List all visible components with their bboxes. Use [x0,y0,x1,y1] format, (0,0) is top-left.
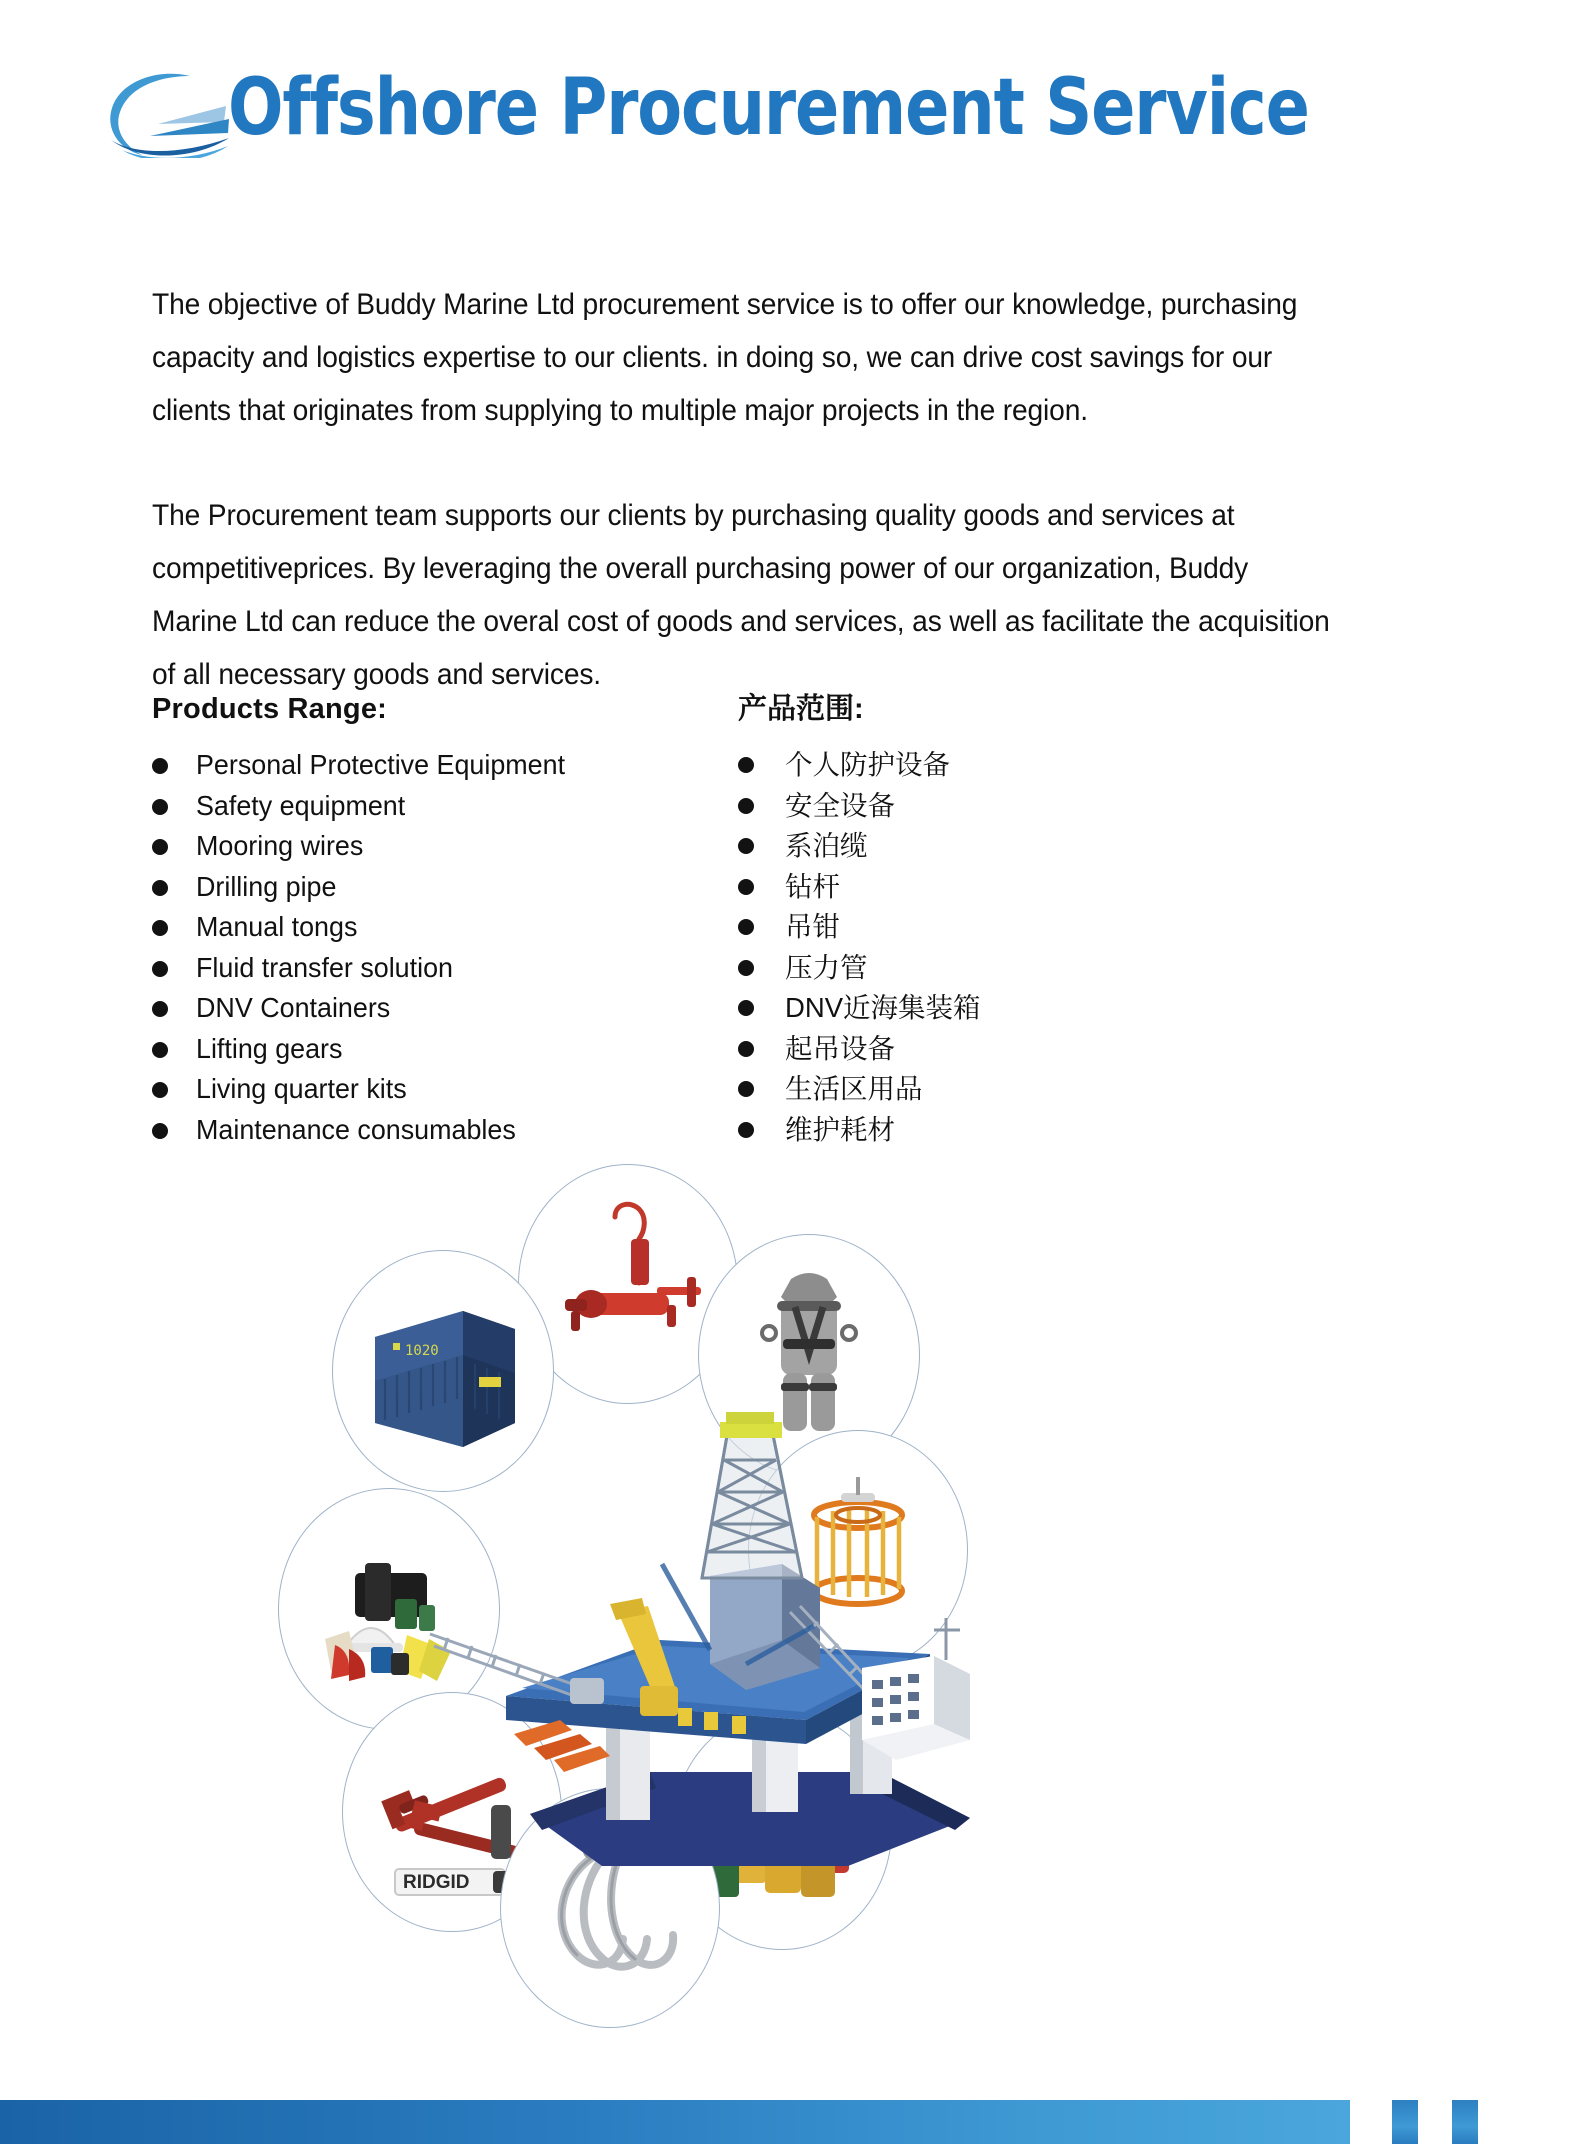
page-footer [0,2064,1588,2154]
product-item-en-label: Personal Protective Equipment [196,749,566,780]
product-item-en-label: Drilling pipe [196,870,337,902]
wave-boat-logo-icon [98,62,230,158]
product-item-en-label: Fluid transfer solution [196,951,453,983]
list-item [152,988,580,1029]
products-list-zh [738,745,981,1150]
bullet-icon [152,920,168,936]
products-range-english-column [152,692,580,1150]
list-item [152,948,580,989]
product-item-zh-label: DNV近海集装箱 [785,992,981,1023]
list-item [152,1110,580,1151]
products-list-en [152,745,580,1150]
product-item-en-label: Mooring wires [196,830,364,861]
bullet-icon [738,879,754,895]
bullet-icon [738,919,754,935]
bullet-icon [152,880,168,896]
bullet-icon [738,1041,754,1057]
footer-accent-block-2 [1452,2100,1478,2144]
list-item [738,745,981,786]
bullet-icon [152,961,168,977]
product-item-zh-label: 钻杆 [785,870,840,902]
list-item [738,988,981,1029]
product-item-zh-label: 系泊缆 [785,830,868,861]
list-item [738,826,981,867]
list-item [152,786,580,827]
paragraph-objective: The objective of Buddy Marine Ltd procurement service is to offer our knowledge, purchasing capacity and logistics expertise to our clients. in doing so, we can drive cost savings for our clients that originates from supplying to multiple major projects in the region. [152,288,1298,427]
container-marking-text: 1020 [405,1343,439,1359]
product-item-zh-label: 个人防护设备 [785,749,950,780]
product-item-zh-label: 吊钳 [785,911,840,942]
bullet-icon [738,1081,754,1097]
list-item [152,867,580,908]
paragraph-procurement-team: The Procurement team supports our clients by purchasing quality goods and services at competitiveprices. By leveraging the overall purchasing power of our organization, Buddy Marine Ltd can reduce the overal cost of goods and services, as well as facilitate the acquisition of all necessary goods and services. [152,499,1330,691]
page-title: Offshore Procurement Service [228,63,1309,153]
bullet-icon [152,839,168,855]
bullet-icon [152,1001,168,1017]
bullet-icon [152,1123,168,1139]
footer-gradient-bar [0,2100,1350,2144]
list-item [152,907,580,948]
list-item [738,1029,981,1070]
wrench-brand-text: RIDGID [403,1872,470,1893]
page-header [0,0,1588,200]
bullet-icon [152,1082,168,1098]
product-item-zh-label: 维护耗材 [785,1113,895,1145]
list-item [738,1110,981,1151]
bullet-icon [738,1122,754,1138]
product-item-zh-label: 安全设备 [785,789,895,821]
bullet-icon [738,757,754,773]
list-item [738,948,981,989]
product-item-en-label: DNV Containers [196,992,391,1023]
list-item [738,786,981,827]
product-item-en-label: Living quarter kits [196,1073,407,1104]
list-item [738,907,981,948]
offshore-rig-illustration [410,1368,970,1888]
products-range-chinese-column [738,692,981,1150]
list-item [152,826,580,867]
bullet-icon [738,960,754,976]
bullet-icon [152,758,168,774]
bullet-icon [738,1000,754,1016]
list-item [738,867,981,908]
bullet-icon [152,1042,168,1058]
footer-accent-block-1 [1392,2100,1418,2144]
product-item-en-label: Safety equipment [196,789,406,821]
product-item-en-label: Manual tongs [196,911,358,942]
list-item [152,1029,580,1070]
product-item-en-label: Maintenance consumables [196,1113,516,1145]
intro-copy [152,278,1392,701]
list-item [152,745,580,786]
product-illustration [300,1168,1300,1968]
bullet-icon [152,799,168,815]
product-item-zh-label: 压力管 [785,951,868,983]
product-item-zh-label: 起吊设备 [785,1032,895,1064]
bullet-icon [738,798,754,814]
product-item-zh-label: 生活区用品 [785,1073,923,1104]
products-range-heading-zh: 产品范围: [738,693,864,725]
products-range-heading-en: Products Range: [152,693,388,725]
product-item-en-label: Lifting gears [196,1032,343,1064]
list-item [738,1069,981,1110]
bullet-icon [738,838,754,854]
products-range-section [0,692,1588,1145]
list-item [152,1069,580,1110]
